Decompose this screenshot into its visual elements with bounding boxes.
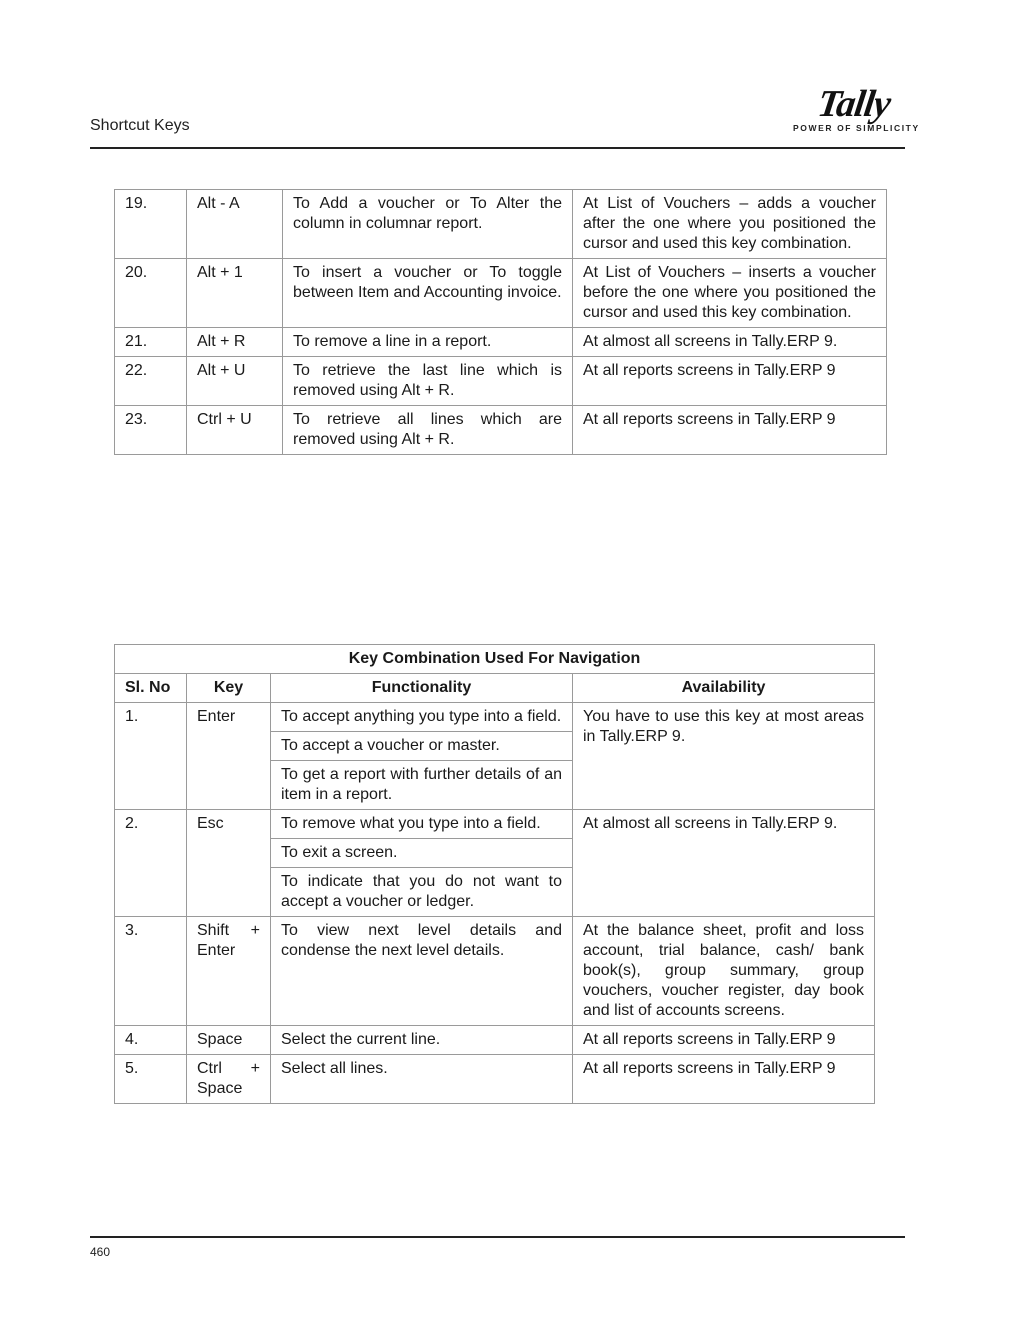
tally-logo [790, 83, 920, 136]
header-availability: Availability [573, 674, 875, 703]
table-caption-row [115, 645, 875, 674]
row-availability: At almost all screens in Tally.ERP 9. [573, 810, 875, 917]
table-row [115, 703, 875, 732]
page-number: 460 [90, 1245, 111, 1259]
logo-tagline: POWER OF SIMPLICITY [793, 123, 920, 133]
row-functionality: Select all lines. [271, 1055, 573, 1104]
row-availability: At all reports screens in Tally.ERP 9 [573, 406, 887, 455]
row-number: 22. [115, 357, 187, 406]
header-functionality: Functionality [271, 674, 573, 703]
table-header-row [115, 674, 875, 703]
header-key: Key [187, 674, 271, 703]
row-functionality: To exit a screen. [271, 839, 573, 868]
row-availability: At List of Vouchers – inserts a voucher before the one where you positioned the cursor and used this key combination. [573, 259, 887, 328]
navigation-keys-table [114, 644, 875, 1104]
page-section-title: Shortcut Keys [90, 117, 190, 134]
row-functionality: To view next level details and condense the next level details. [271, 917, 573, 1026]
row-key: Ctrl + Space [187, 1055, 271, 1104]
row-number: 4. [115, 1026, 187, 1055]
row-key: Alt + U [187, 357, 283, 406]
row-availability: You have to use this key at most areas in Tally.ERP 9. [573, 703, 875, 810]
row-number: 21. [115, 328, 187, 357]
table-row [115, 259, 887, 328]
row-functionality: To get a report with further details of an item in a report. [271, 761, 573, 810]
row-key: Enter [187, 703, 271, 810]
row-functionality: To indicate that you do not want to accept a voucher or ledger. [271, 868, 573, 917]
row-functionality: To remove a line in a report. [283, 328, 573, 357]
logo-wordmark: Tally [815, 83, 893, 125]
row-functionality: To accept a voucher or master. [271, 732, 573, 761]
row-number: 1. [115, 703, 187, 810]
header-rule [90, 147, 905, 149]
table-row [115, 810, 875, 839]
row-functionality: To retrieve the last line which is removed using Alt + R. [283, 357, 573, 406]
row-number: 20. [115, 259, 187, 328]
row-key: Alt + 1 [187, 259, 283, 328]
table-row [115, 406, 887, 455]
table-row [115, 917, 875, 1026]
footer-rule [90, 1236, 905, 1238]
row-availability: At all reports screens in Tally.ERP 9 [573, 1026, 875, 1055]
row-number: 3. [115, 917, 187, 1026]
table-row [115, 357, 887, 406]
table-row [115, 190, 887, 259]
row-functionality: Select the current line. [271, 1026, 573, 1055]
table-row [115, 1055, 875, 1104]
row-availability: At List of Vouchers – adds a voucher after the one where you positioned the cursor and used this key combination. [573, 190, 887, 259]
row-key: Ctrl + U [187, 406, 283, 455]
header-sl-no: Sl. No [115, 674, 187, 703]
row-functionality: To remove what you type into a field. [271, 810, 573, 839]
row-key: Alt - A [187, 190, 283, 259]
row-key: Shift + Enter [187, 917, 271, 1026]
row-key: Space [187, 1026, 271, 1055]
table-caption: Key Combination Used For Navigation [115, 645, 875, 674]
shortcut-table-continued [114, 189, 887, 455]
row-number: 23. [115, 406, 187, 455]
row-number: 5. [115, 1055, 187, 1104]
row-functionality: To retrieve all lines which are removed using Alt + R. [283, 406, 573, 455]
row-availability: At all reports screens in Tally.ERP 9 [573, 1055, 875, 1104]
row-number: 2. [115, 810, 187, 917]
row-key: Esc [187, 810, 271, 917]
row-number: 19. [115, 190, 187, 259]
row-functionality: To Add a voucher or To Alter the column in columnar report. [283, 190, 573, 259]
table-row [115, 1026, 875, 1055]
row-availability: At almost all screens in Tally.ERP 9. [573, 328, 887, 357]
row-key: Alt + R [187, 328, 283, 357]
row-availability: At all reports screens in Tally.ERP 9 [573, 357, 887, 406]
row-functionality: To accept anything you type into a field. [271, 703, 573, 732]
table-row [115, 328, 887, 357]
row-availability: At the balance sheet, profit and loss account, trial balance, cash/ bank book(s), group summary, group vouchers, voucher register, day book and list of accounts screens. [573, 917, 875, 1026]
row-functionality: To insert a voucher or To toggle between Item and Accounting invoice. [283, 259, 573, 328]
